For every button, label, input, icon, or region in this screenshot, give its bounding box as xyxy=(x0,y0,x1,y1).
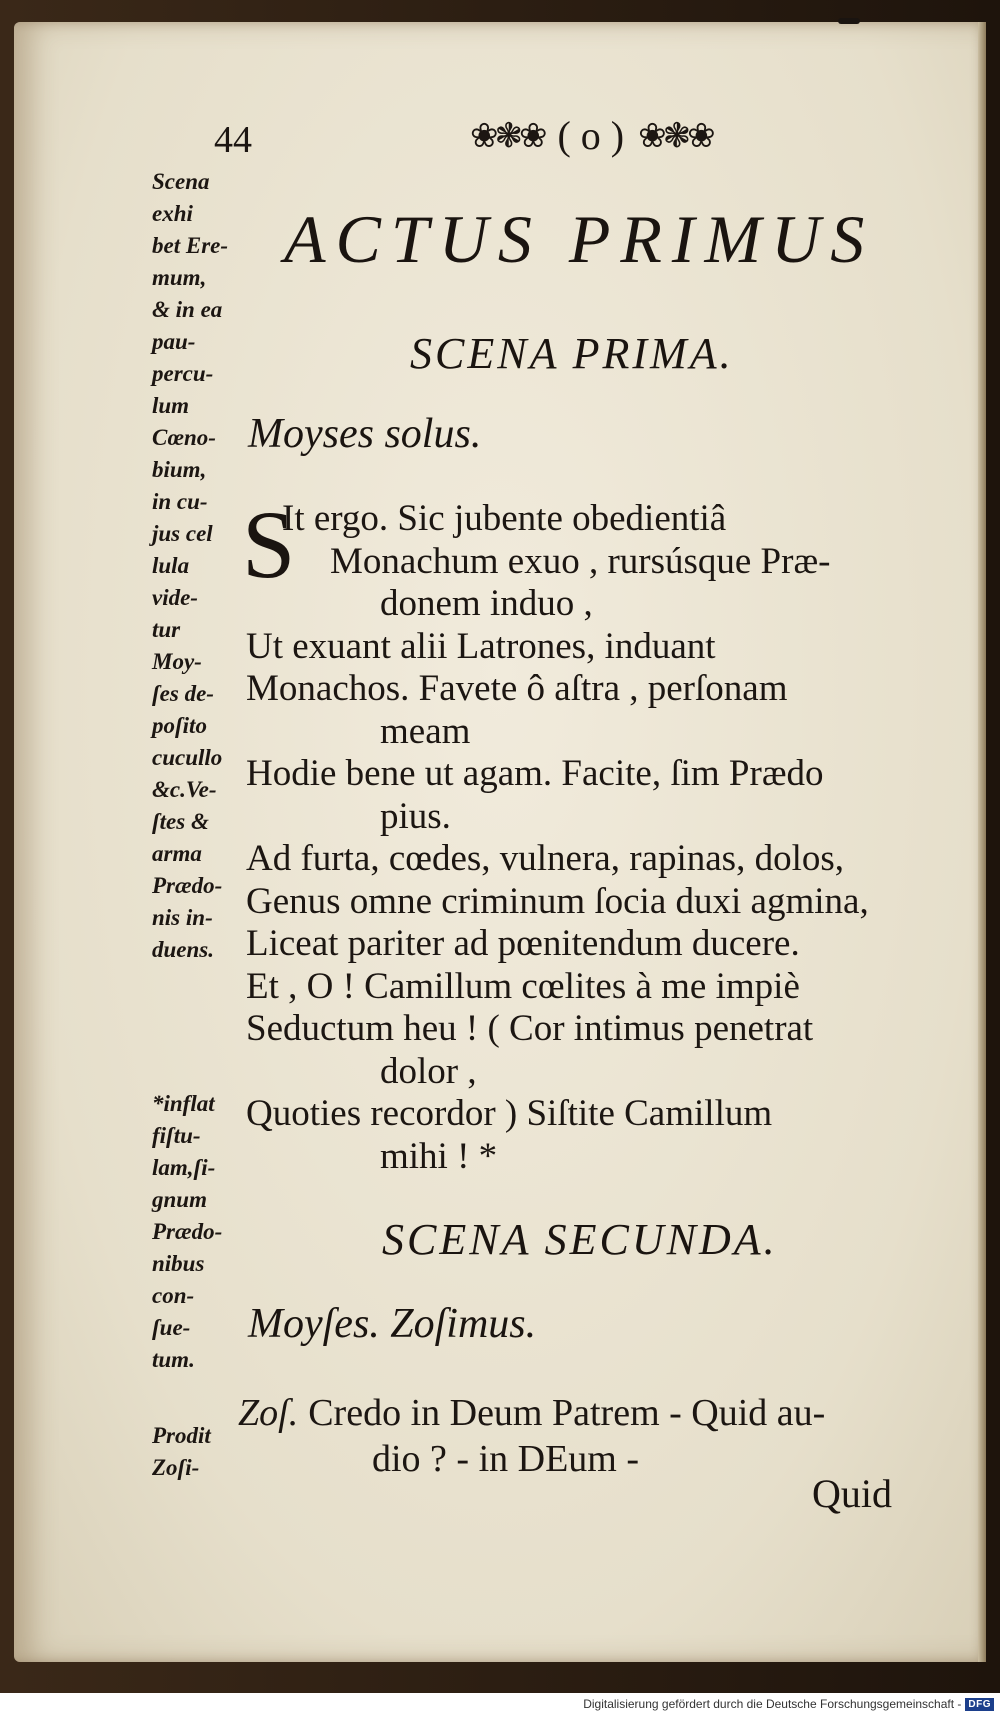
verse-line: Monachum exuo , rursúsque Præ- xyxy=(330,540,831,582)
margin-note-line: con- xyxy=(152,1283,195,1308)
margin-note-line: bium, xyxy=(152,457,207,482)
margin-note-line: nis in- xyxy=(152,905,213,930)
running-head xyxy=(470,112,712,159)
margin-note-line: mum, xyxy=(152,265,207,290)
margin-note-line: gnum xyxy=(152,1187,207,1212)
margin-note-line: tur xyxy=(152,617,181,642)
scene2-dialogue xyxy=(238,1390,948,1482)
verse-line: donem induo , xyxy=(380,583,593,624)
margin-note-line: Prædo- xyxy=(152,873,223,898)
margin-note-line: cucullo xyxy=(152,745,223,770)
verse-line: pius. xyxy=(380,795,451,837)
ornament-right-icon: ❀❃❀ xyxy=(638,117,712,155)
scene1-title: SCENA PRIMA. xyxy=(410,329,734,378)
scene1-speakers: Moyses solus. xyxy=(248,411,482,457)
margin-note-line: & in ea xyxy=(152,297,223,322)
dialogue-line: dio ? - in DEum - xyxy=(372,1438,640,1480)
margin-note-line: ſue- xyxy=(152,1315,191,1340)
catchword: Quid xyxy=(812,1471,892,1516)
margin-note-line: pau- xyxy=(152,329,196,354)
margin-note-line: ſes de- xyxy=(152,681,214,706)
margin-note-line: ſtes & xyxy=(152,809,209,834)
margin-note-line: tum. xyxy=(152,1347,195,1372)
dialogue-line xyxy=(238,1390,948,1436)
ink-mark xyxy=(838,18,860,24)
margin-note-line: Cœno- xyxy=(152,425,216,450)
verse-line: meam xyxy=(380,710,471,752)
digitization-credit xyxy=(0,1693,1000,1715)
ornament-left-icon: ❀❃❀ xyxy=(470,117,544,155)
margin-note-line: poſito xyxy=(152,713,207,738)
margin-note-line: Scena xyxy=(152,169,210,194)
margin-note-line: lula xyxy=(152,553,190,578)
verse-line: Seductum heu ! ( Cor intimus penetrat xyxy=(246,1008,814,1049)
margin-note-line: nibus xyxy=(152,1251,205,1276)
speaker-tag: Zoſ. xyxy=(238,1392,299,1434)
verse-line: Ut exuant alii Latrones, induant xyxy=(246,625,716,667)
dialogue-text: Credo in Deum Patrem - Quid au- xyxy=(308,1392,826,1434)
margin-note-stage-direction xyxy=(152,166,247,966)
scene2-title: SCENA SECUNDA. xyxy=(382,1215,778,1264)
margin-note-line: arma xyxy=(152,841,202,866)
drop-cap: S xyxy=(242,491,296,598)
margin-note-line: *inflat xyxy=(152,1091,215,1116)
scene1-verse xyxy=(246,498,946,1178)
margin-note-whistle xyxy=(152,1088,247,1376)
margin-note-line: &c.Ve- xyxy=(152,777,217,802)
margin-note-line: Prodit xyxy=(152,1423,211,1448)
margin-note-line: jus cel xyxy=(152,521,213,546)
dfg-logo-icon: DFG xyxy=(965,1698,994,1711)
verse-line: Et , O ! Camillum cœlites à me impiè xyxy=(246,965,800,1007)
margin-note-enter xyxy=(152,1420,247,1484)
margin-note-line: lam,ſi- xyxy=(152,1155,216,1180)
credit-text: Digitalisierung gefördert durch die Deutsche Forschungsgemeinschaft - xyxy=(583,1697,962,1711)
page-number: 44 xyxy=(214,119,252,161)
margin-note-line: Prædo- xyxy=(152,1219,223,1244)
act-title: ACTUS PRIMUS xyxy=(284,201,875,277)
scene2-speakers: Moyſes. Zoſimus. xyxy=(248,1301,537,1347)
margin-note-line: exhi xyxy=(152,201,193,226)
verse-line: Ad furta, cœdes, vulnera, rapinas, dolos, xyxy=(246,838,844,879)
margin-note-line: Moy- xyxy=(152,649,202,674)
verse-line: mihi ! * xyxy=(380,1135,498,1177)
verse-line: Liceat pariter ad pœnitendum ducere. xyxy=(246,923,800,964)
verse-line: Genus omne criminum ſocia duxi agmina, xyxy=(246,880,869,922)
verse-line: dolor , xyxy=(380,1050,477,1092)
verse-line: Hodie bene ut agam. Facite, ſim Prædo xyxy=(246,753,824,794)
margin-note-line: percu- xyxy=(152,361,214,386)
margin-note-line: duens. xyxy=(152,937,214,962)
verse-line: Monachos. Favete ô aſtra , perſonam xyxy=(246,668,788,709)
verse-line: Quoties recordor ) Siſtite Camillum xyxy=(246,1093,773,1134)
margin-note-line: in cu- xyxy=(152,489,208,514)
verse-line: It ergo. Sic jubente obedientiâ xyxy=(282,498,727,539)
margin-note-line: lum xyxy=(152,393,190,418)
page-edge xyxy=(978,22,986,1662)
margin-note-line: Zoſi- xyxy=(152,1455,200,1480)
margin-note-line: vide- xyxy=(152,585,198,610)
running-head-text: ( o ) xyxy=(557,113,625,158)
margin-note-line: fiſtu- xyxy=(152,1123,201,1148)
margin-note-line: bet Ere- xyxy=(152,233,229,258)
